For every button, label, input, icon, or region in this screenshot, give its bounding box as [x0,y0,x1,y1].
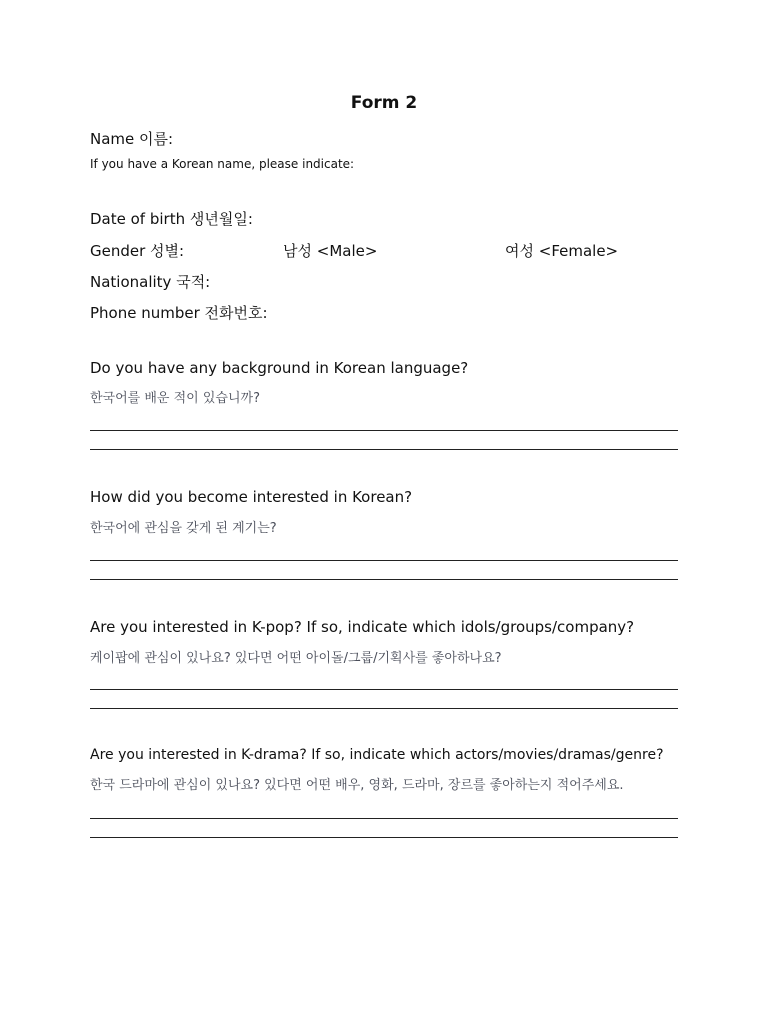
answer-line-2a[interactable] [90,560,678,561]
gender-option-female[interactable]: 여성 <Female> [505,242,619,260]
phone-label: Phone number 전화번호: [90,304,268,322]
question-1-en: Do you have any background in Korean language? [90,359,469,377]
answer-line-3a[interactable] [90,689,678,690]
answer-line-2b[interactable] [90,579,678,580]
question-2-en: How did you become interested in Korean? [90,488,413,506]
question-4-en: Are you interested in K-drama? If so, indicate which actors/movies/dramas/genre? [90,747,664,763]
question-3-ko: 케이팝에 관심이 있나요? 있다면 어떤 아이돌/그룹/기획사를 좋아하나요? [90,651,502,666]
question-2-ko: 한국어에 관심을 갖게 된 계기는? [90,521,277,536]
gender-option-male[interactable]: 남성 <Male> [283,242,378,260]
nationality-label: Nationality 국적: [90,273,211,291]
answer-line-1a[interactable] [90,430,678,431]
question-4-ko: 한국 드라마에 관심이 있나요? 있다면 어떤 배우, 영화, 드라마, 장르를 좋아하는지 적어주세요. [90,778,624,793]
question-3-en: Are you interested in K-pop? If so, indicate which idols/groups/company? [90,618,635,636]
answer-line-4a[interactable] [90,818,678,819]
korean-name-note: If you have a Korean name, please indicate: [90,157,355,171]
dob-label: Date of birth 생년월일: [90,210,253,228]
answer-line-1b[interactable] [90,449,678,450]
gender-label: Gender 성별: [90,242,185,260]
answer-line-3b[interactable] [90,708,678,709]
name-label: Name 이름: [90,130,174,148]
question-1-ko: 한국어를 배운 적이 있습니까? [90,391,260,406]
answer-line-4b[interactable] [90,837,678,838]
form-title: Form 2 [350,93,418,113]
